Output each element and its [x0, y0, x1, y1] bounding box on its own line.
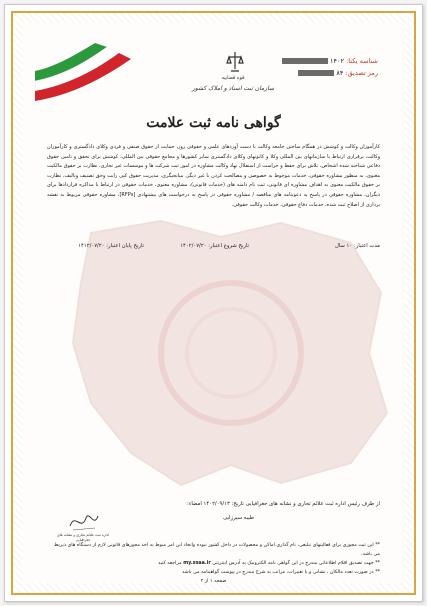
- signature-mark: [67, 506, 101, 536]
- note-advertising: ** این ثبت مجوزی برای فعالیتهای تبلیغی، نام گذاری اماکن و محصولات در داخل کشور نبوده واتخاذ این امر منوط به اخذ مجوزهای قانونی لازم از دستگاه های ذیربط می باشد.: [53, 543, 380, 557]
- verification-code-label: رمز تصدیق:: [345, 69, 378, 77]
- verification-url-link[interactable]: my.ssaa.ir: [183, 561, 211, 566]
- note-verification-suffix: مراجعه کنید: [158, 561, 182, 566]
- page-number: صفحه ۱ از ۲: [200, 579, 227, 584]
- start-value: ۱۴۰۲/۰۷/۲۰: [180, 243, 207, 249]
- unique-id-prefix: ۱۴۰۲: [330, 57, 344, 65]
- signature-date: ۱۴۰۲/۰۹/۱۳: [203, 501, 230, 507]
- note-owners: ** در صورت تعدد مالکان ، نشانی و یا تغییرات، مراتب به شرح مندرج در پیوست گواهینامه می باشد: [182, 570, 380, 575]
- signature-line: [187, 501, 380, 507]
- start-label: تاریخ شروع اعتبار:: [208, 243, 249, 249]
- signer-name: طیبه سیرزایی: [223, 515, 254, 521]
- judiciary-emblem-icon: [226, 51, 244, 73]
- certificate-page: [4, 4, 423, 602]
- validity-start: [180, 243, 249, 249]
- signature-authority: از طرف رئیس اداره ثبت علائم تجاری و نشانه های جغرافیایی تاریخ:: [231, 501, 380, 507]
- organization-name: سازمان ثبت اسناد و املاک کشور: [191, 85, 275, 92]
- duration-label: مدت اعتبار:: [353, 243, 380, 249]
- ornamental-border: [11, 11, 416, 595]
- certificate-title: گواهی نامه ثبت علامت: [146, 115, 281, 131]
- iran-flag-ribbon: [35, 37, 131, 101]
- signature-caption: اداره ثبت علائم تجاری و نشانه های جغرافیایی: [56, 533, 110, 542]
- validity-end: [78, 243, 144, 249]
- unique-id-line: [280, 57, 378, 65]
- end-label: تاریخ پایان اعتبار:: [106, 243, 144, 249]
- validity-duration: [335, 243, 380, 249]
- end-value: ۱۴۱۲/۰۷/۲۰: [78, 243, 105, 249]
- verification-code-line: [296, 69, 378, 77]
- certificate-content: [23, 23, 404, 583]
- redacted-id: [282, 58, 328, 64]
- verification-code-prefix: ۸۴: [336, 69, 344, 77]
- footer-notes: [47, 541, 380, 586]
- note-verification-text: ** جهت تصدیق اقلام اطلاعاتی مندرج در این گواهی نامه الکترونیک به آدرس اینترنتی: [212, 561, 380, 566]
- judiciary-label: قوه قضاییه: [221, 75, 245, 81]
- services-description: کارآموزان وکالت و کوشش در همگام ساختن جامعه وکالت با دست آوردهای علمی و حقوقی روز، حمایت از حقوق صنفی و فردی وکلای دادگستری و کارآموزان وکالت، برقراری ارتباط با سازمانهای بین المللی وکلا و کانونهای وکلای دادگستری سایر کشورها و مجامع حقوقی بین المللی، کوشش برای تحقق و تامین حقوق دفاعی شناخته شده اشخاص، تلاش برای حفظ و حراست از استقلال نهاد وکالت مشاوره در امور ثبت شرکت ها و موسسات غیر تجاری، نظارت بر حقوق مالکیت معنوی، به منظور مشاوره حقوقی، خدمات موجوط به خصوصی و مصالحت کردن با غیر دیگر، میانجیگری، مدیریت حقوق کپی رایت وحق تصنیف وتالیف، نظارت بر حقوق مالکیت معنوی به اهداف مشاوره ای قانونی، ثبت نام دامنه های (خدمات قانونی)، مشاوره معنوی، خدمات حقوقی در ارتباط با مذاکره قراردادها برای دیگران، مشاوره حقوقی در پاسخ به دعوتنامه های مناقصه / مشاوره حقوقی در پاسخ به درخواست های پیشنهادی [RFPs]، مشاوره حقوقی مربوط به تقشه برداری از اصلاح ثبت شده، خدمات دفاع حقوقی، خدمات وکالت حقوقی.: [47, 144, 380, 208]
- redacted-code: [298, 70, 334, 76]
- note-verification: [47, 559, 380, 568]
- duration-value: ۱۰ سال: [334, 243, 353, 249]
- unique-id-label: شناسه یکتا:: [346, 57, 378, 65]
- signature-sign-label: امضاء:: [187, 501, 202, 507]
